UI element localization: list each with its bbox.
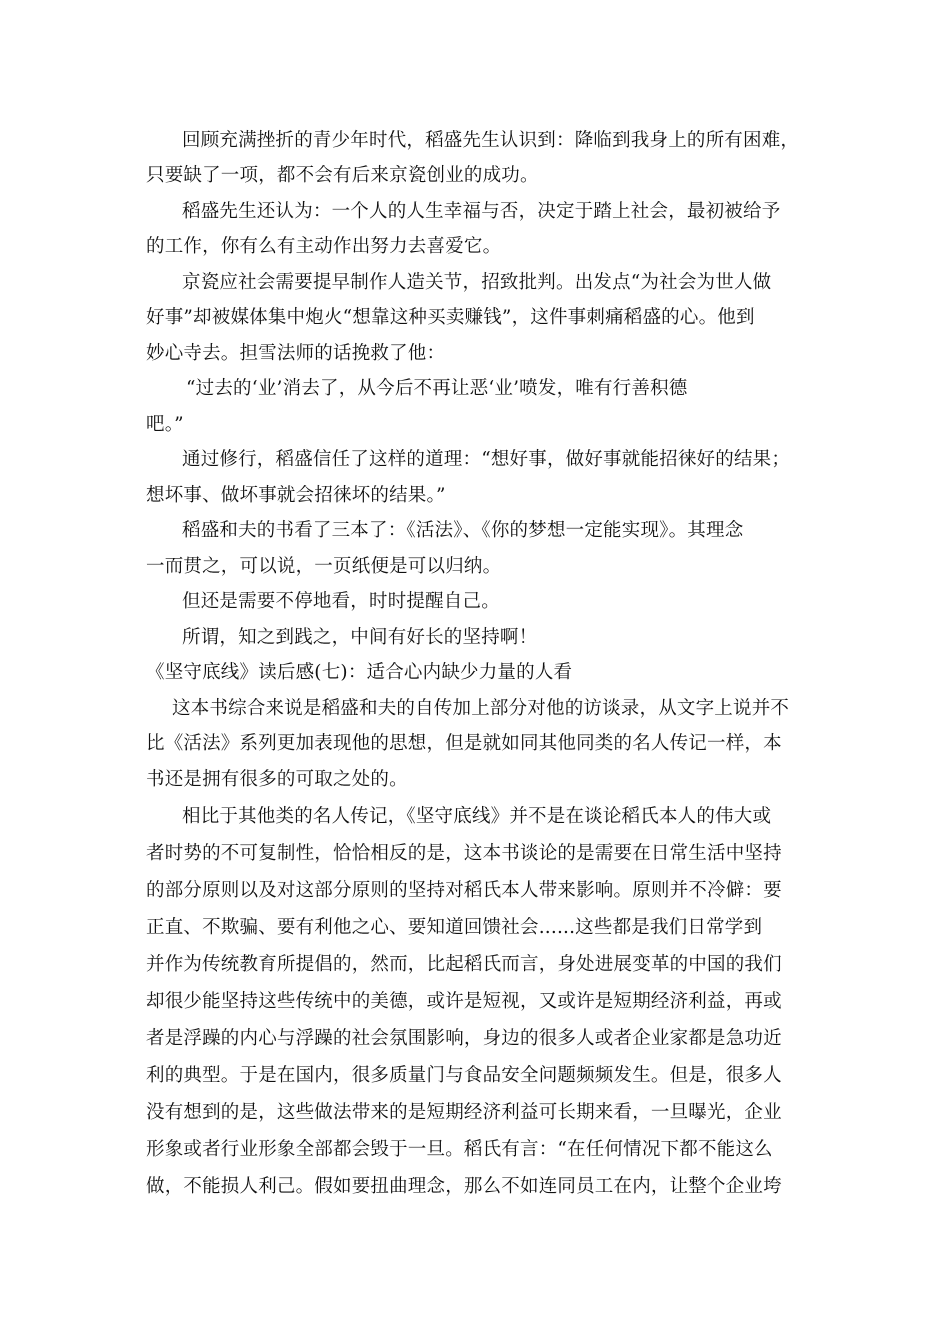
- text-line: 做，不能损人利己。假如要扭曲理念，那么不如连同员工在内，让整个企业垮: [146, 1176, 782, 1197]
- text-line: 正直、不欺骗、要有利他之心、要知道回馈社会......这些都是我们日常学到: [146, 917, 763, 938]
- text-line: 利的典型。于是在国内，很多质量门与食品安全问题频频发生。但是，很多人: [146, 1065, 782, 1086]
- text-line: 稻盛和夫的书看了三本了：《活法》、《你的梦想一定能实现》。其理念: [182, 520, 744, 541]
- text-line: 者是浮躁的内心与浮躁的社会氛围影响，身边的很多人或者企业家都是急功近: [146, 1028, 782, 1049]
- text-line: 妙心寺去。担雪法师的话挽救了他：: [146, 343, 446, 364]
- quote-line: “过去的‘业’消去了，从今后不再让恶‘业’喷发，唯有行善积德: [186, 378, 688, 399]
- text-line: 并作为传统教育所提倡的，然而，比起稻氏而言，身处进展变革的中国的我们: [146, 954, 782, 975]
- text-line: 没有想到的是，这些做法带来的是短期经济利益可长期来看，一旦曝光，企业: [146, 1102, 782, 1123]
- text-line: 好事”却被媒体集中炮火“想靠这种买卖赚钱”，这件事刺痛稻盛的心。他到: [146, 307, 755, 328]
- text-line: 只要缺了一项，都不会有后来京瓷创业的成功。: [146, 165, 539, 186]
- section-heading: 《坚守底线》读后感(七)：适合心内缺少力量的人看: [146, 662, 573, 683]
- text-line: 形象或者行业形象全部都会毁于一旦。稻氏有言：“在任何情况下都不能这么: [146, 1139, 773, 1160]
- text-line: 者时势的不可复制性，恰恰相反的是，这本书谈论的是需要在日常生活中坚持: [146, 843, 782, 864]
- text-line: 比《活法》系列更加表现他的思想，但是就如同其他同类的名人传记一样，本: [146, 733, 782, 754]
- text-line: 相比于其他类的名人传记，《坚守底线》并不是在谈论稻氏本人的伟大或: [182, 806, 772, 827]
- text-line: 的工作，你有么有主动作出努力去喜爱它。: [146, 236, 502, 257]
- text-line: 通过修行，稻盛信任了这样的道理：“想好事，做好事就能招徕好的结果；: [182, 449, 791, 470]
- text-line: 但还是需要不停地看，时时提醒自己。: [182, 591, 500, 612]
- text-line: 想坏事、做坏事就会招徕坏的结果。”: [146, 485, 446, 506]
- text-line: 却很少能坚持这些传统中的美德，或许是短视，又或许是短期经济利益，再或: [146, 991, 782, 1012]
- text-line: 稻盛先生还认为：一个人的人生幸福与否，决定于踏上社会，最初被给予: [182, 201, 781, 222]
- text-line: 所谓，知之到践之，中间有好长的坚持啊！: [182, 627, 538, 648]
- quote-line: 吧。”: [146, 414, 184, 435]
- text-line: 回顾充满挫折的青少年时代，稻盛先生认识到：降临到我身上的所有困难，: [182, 130, 800, 151]
- text-line: 这本书综合来说是稻盛和夫的自传加上部分对他的访谈录，从文字上说并不: [172, 698, 790, 719]
- text-line: 京瓷应社会需要提早制作人造关节，招致批判。出发点“为社会为世人做: [182, 272, 772, 293]
- text-line: 一而贯之，可以说，一页纸便是可以归纳。: [146, 556, 502, 577]
- text-line: 书还是拥有很多的可取之处的。: [146, 769, 408, 790]
- text-line: 的部分原则以及对这部分原则的坚持对稻氏本人带来影响。原则并不冷僻：要: [146, 880, 782, 901]
